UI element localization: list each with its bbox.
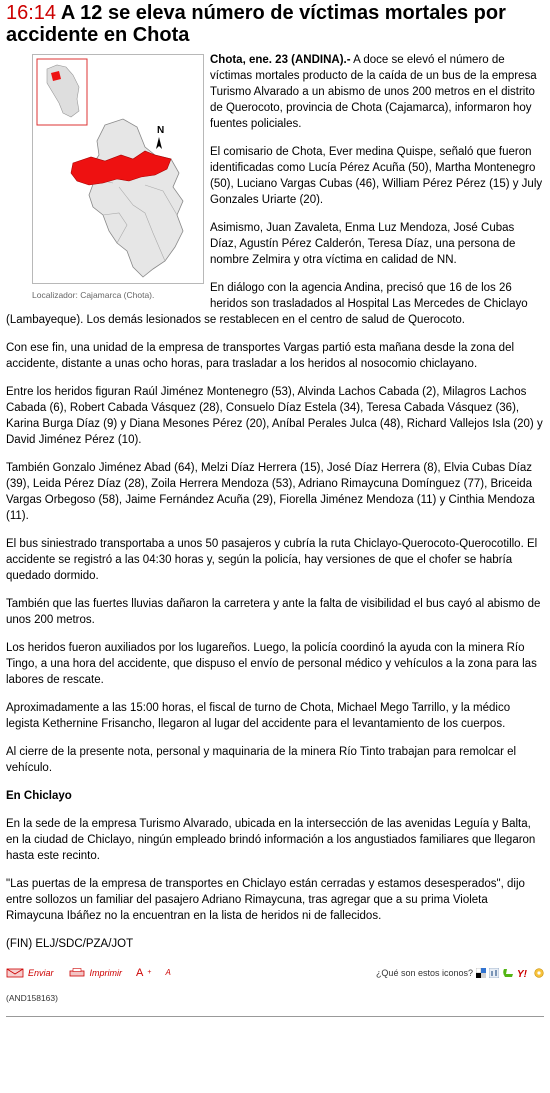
paragraph-6: Entre los heridos figuran Raúl Jiménez Montenegro (53), Alvinda Lachos Cabada (2), Milagros Lachos Cabada (6), Robert Cabada Vásquez (28), Consuelo Díaz Estela (34), Teresa Cabada Vásquez (36), Karina Burga Díaz (9) y Diana Mesones Pérez (20), Aníbal Perales Julca (48), Richard Vallejos Isla (20) y David Jiménez Pérez (10). [6, 386, 543, 446]
print-label: Imprimir [89, 968, 123, 978]
cajamarca-map [33, 55, 203, 283]
paragraph-9: También que las fuertes lluvias dañaron la carretera y ante la falta de visibilidad el bus cayó al abismo de unos 200 metros. [6, 598, 541, 626]
lead-text: A doce se elevó el número de víctimas mortales producto de la caída de un bus de la empresa Turismo Alvarado a un abismo de unos 200 metros en el distrito de Querocoto, provincia de Chota (Cajamarca), informaron hoy fuentes policiales. [210, 54, 537, 130]
paragraph-11: Aproximadamente a las 15:00 horas, el fiscal de turno de Chota, Michael Mego Tarrillo, y la médico legista Kethernine Frisancho, llegaron al lugar del accidente para el levantamiento de los cuerpos. [6, 702, 511, 730]
locator-figure [32, 54, 204, 303]
font-increase-sup: + [147, 969, 152, 976]
digg-icon[interactable] [489, 968, 499, 978]
social-icons [376, 965, 544, 981]
headline [6, 2, 544, 46]
paragraph-2: El comisario de Chota, Ever medina Quispe, señaló que fueron identificadas como Lucía Pérez Acuña (50), Martha Montenegro (50), Luciano Vargas Cubas (46), William Pérez Pérez (15) y July Gonzales Uriarte (20). [210, 146, 543, 206]
locator-map [32, 54, 204, 284]
paragraph-7: También Gonzalo Jiménez Abad (64), Melzi Díaz Herrera (15), José Díaz Herrera (8), Elvia Cubas Díaz (39), Leida Pérez Díaz (28), Zoila Herrera Mendoza (53), Adriano Rimaycuna Domínguez (77), Briceida Vargas Orbegoso (58), Jaime Fernández Acuña (29), Fiorella Jiménez Mendoza (11) y Cinthia Mendoza (11). [6, 462, 535, 522]
send-link[interactable] [6, 965, 54, 981]
delicious-icon[interactable] [476, 968, 486, 978]
blinklist-icon[interactable] [534, 968, 544, 978]
article-code: (AND158163) [6, 993, 58, 1003]
font-decrease-button[interactable] [165, 965, 170, 981]
publish-time: 16:14 [6, 2, 57, 24]
paragraph-13: En la sede de la empresa Turismo Alvarado, ubicada en la intersección de las avenidas Leguía y Balta, en la ciudad de Chiclayo, ningún empleado brindó información a los angustiados familiares que llegaron hasta este recinto. [6, 818, 536, 862]
cajamarca-region [89, 119, 183, 277]
signoff: (FIN) ELJ/SDC/PZA/JOT [6, 938, 134, 950]
article-body [6, 52, 544, 952]
paragraph-3: Asimismo, Juan Zavaleta, Enma Luz Mendoza, José Cubas Díaz, Agustín Pérez Calderón, Teresa Díaz, una persona de nombre Zelmira y otra víctima en calidad de NN. [210, 222, 516, 266]
bottom-divider [6, 1016, 544, 1017]
yahoo-icon[interactable] [517, 968, 531, 978]
paragraph-8: El bus siniestrado transportaba a unos 50 pasajeros y cubría la ruta Chiclayo-Querocoto-Querocotillo. El accidente se registró a las 04:30 horas y, según la policía, hay versiones de que el chofer se habría quedado dormido. [6, 538, 538, 582]
north-arrow-icon [156, 137, 162, 149]
toolbar-actions [6, 965, 171, 981]
font-decrease-label: A [165, 968, 171, 977]
icons-help-link[interactable]: ¿Qué son estos iconos? [375, 968, 473, 978]
paragraph-4: En diálogo con la agencia Andina, precisó que 16 de los 26 heridos son trasladados al Hospital Las Mercedes de Chiclayo (Lambayeque). Los demás lesionados se restablecen en el centro de salud de Querocoto. [6, 282, 528, 326]
paragraph-10: Los heridos fueron auxiliados por los lugareños. Luego, la policía coordinó la ayuda con la minera Río Tingo, a una hora del accidente, que dispuso el envío de personal médico y vehículos a la zona para las labores de rescate. [6, 642, 537, 686]
dateline: Chota, ene. 23 (ANDINA).- [210, 54, 351, 66]
headline-text: A 12 se eleva número de víctimas mortales por accidente en Chota [6, 2, 506, 46]
paragraph-5: Con ese fin, una unidad de la empresa de transportes Vargas partió esta mañana desde la zona del accidente, distante a unas ocho horas, para trasladar a los heridos al nosocomio chiclayano. [6, 342, 515, 370]
svg-text:Y!: Y! [517, 969, 527, 978]
north-arrow-label: N [157, 125, 165, 136]
font-increase-button[interactable] [136, 965, 151, 981]
paragraph-12: Al cierre de la presente nota, personal y maquinaria de la minera Río Tinto trabajan para remolcar el vehículo. [6, 746, 517, 774]
article-toolbar [6, 964, 544, 982]
font-increase-label: A [136, 967, 144, 979]
subheading-chiclayo: En Chiclayo [6, 790, 72, 802]
print-link[interactable] [68, 965, 123, 981]
envelope-icon [6, 968, 24, 978]
paragraph-14: "Las puertas de la empresa de transportes en Chiclayo están cerradas y estamos desesperados", dijo entre sollozos un familiar del pasajero Adriano Rimaycuna, tras agregar que a su prima Violeta Rimaycuna Ibáñez no la encuentran en la lista de heridos ni de fallecidos. [6, 878, 525, 922]
send-label: Enviar [28, 968, 54, 978]
figure-caption: Localizador: Cajamarca (Chota). [32, 290, 155, 300]
printer-icon [68, 968, 86, 978]
meneame-icon[interactable] [502, 968, 514, 978]
